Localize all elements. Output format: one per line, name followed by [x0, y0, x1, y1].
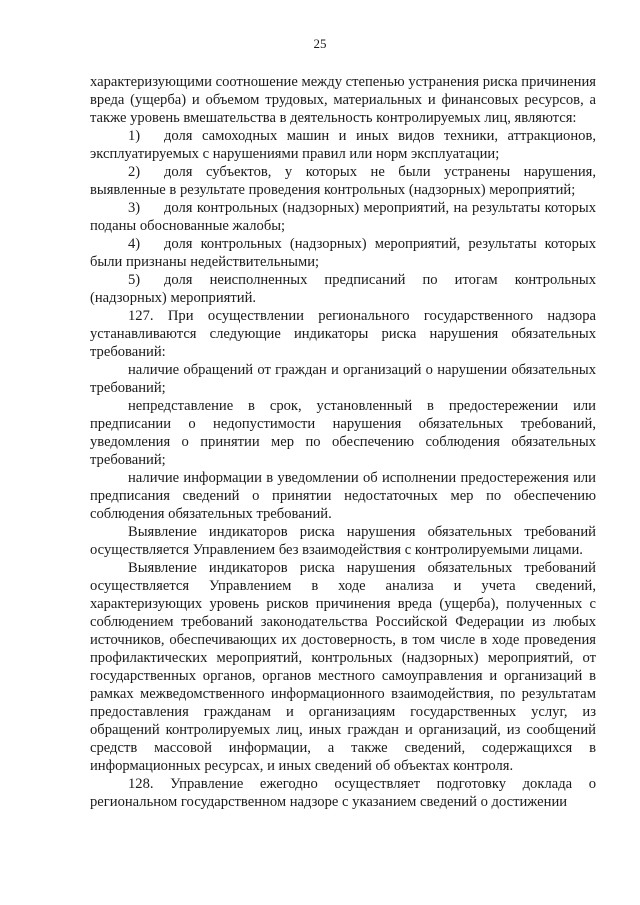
list-item-text: доля субъектов, у которых не были устранены нарушения, выявленные в результате проведения контрольных (надзорных) мероприятий; — [90, 164, 596, 198]
list-item-number: 1) — [128, 128, 141, 144]
paragraph: непредставление в срок, установленный в предостережении или предписании о недопустимости нарушения обязательных требований, уведомления о принятии мер по обеспечению соблюдения обязательных требований; — [90, 398, 596, 468]
list-item-text: доля самоходных машин и иных видов техники, аттракционов, эксплуатируемых с нарушениями правил или норм эксплуатации; — [90, 128, 596, 162]
paragraph: наличие информации в уведомлении об исполнении предостережения или предписания сведений о принятии недостаточных мер по обеспечению соблюдения обязательных требований. — [90, 470, 596, 522]
list-item-number: 5) — [128, 272, 141, 288]
list-item — [90, 163, 596, 199]
list-item-text: доля контрольных (надзорных) мероприятий, результаты которых были признаны недействительными; — [90, 236, 596, 270]
paragraph: 128. Управление ежегодно осуществляет подготовку доклада о региональном государственном надзоре с указанием сведений о достижении — [90, 776, 596, 810]
paragraph: наличие обращений от граждан и организаций о нарушении обязательных требований; — [90, 362, 596, 396]
list-item-text: доля неисполненных предписаний по итогам контрольных (надзорных) мероприятий. — [90, 272, 596, 306]
list-item-number: 2) — [128, 164, 141, 180]
list-item — [90, 235, 596, 271]
paragraph: характеризующими соотношение между степенью устранения риска причинения вреда (ущерба) и объемом трудовых, материальных и финансовых ресурсов, а также уровень вмешательства в деятельность контролируемых лиц, являются: — [90, 74, 596, 126]
list-item-number: 4) — [128, 236, 141, 252]
paragraph: 127. При осуществлении регионального государственного надзора устанавливаются следующие индикаторы риска нарушения обязательных требований: — [90, 308, 596, 360]
list-item-number: 3) — [128, 200, 141, 216]
list-item — [90, 271, 596, 307]
page-number: 25 — [313, 36, 327, 51]
list-item-text: доля контрольных (надзорных) мероприятий, на результаты которых поданы обоснованные жалобы; — [90, 200, 596, 234]
list-item — [90, 127, 596, 163]
paragraph: Выявление индикаторов риска нарушения обязательных требований осуществляется Управлением без взаимодействия с контролируемыми лицами. — [90, 524, 596, 558]
document-body — [90, 73, 596, 811]
list-item — [90, 199, 596, 235]
paragraph: Выявление индикаторов риска нарушения обязательных требований осуществляется Управлением в ходе анализа и учета сведений, характеризующих уровень рисков причинения вреда (ущерба), полученных с соблюдением требований законодательства Российской Федерации из любых источников, обеспечивающих их достоверность, в том числе в ходе проведения профилактических мероприятий, контрольных (надзорных) мероприятий, от государственных органов, органов местного самоуправления и организаций в рамках межведомственного информационного взаимодействия, по результатам предоставления гражданам и организациям государственных услуг, из обращений контролируемых лиц, иных граждан и организаций, из сообщений средств массовой информации, а также сведений, содержащихся в информационных ресурсах, и иных сведений об объектах контроля. — [90, 560, 596, 774]
